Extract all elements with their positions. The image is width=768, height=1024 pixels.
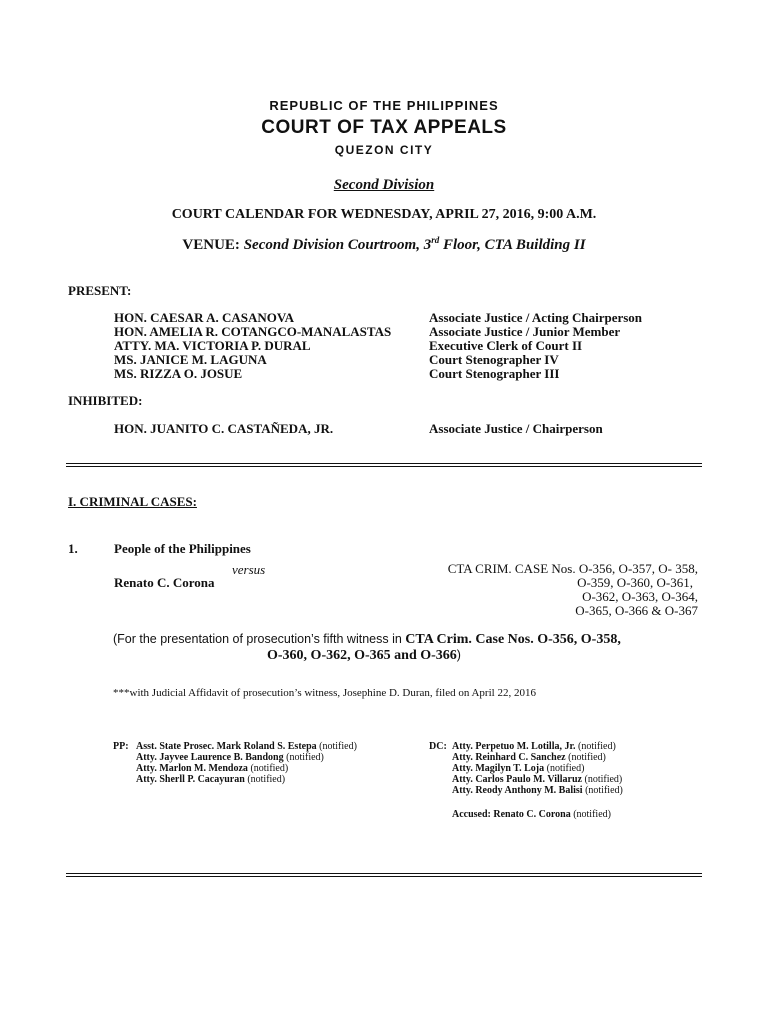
case-note: ***with Judicial Affidavit of prosecution’s witness, Josephine D. Duran, filed on April 22, 2016: [113, 687, 536, 699]
section-title: I. CRIMINAL CASES:: [68, 494, 197, 509]
accused-notice: Accused: Renato C. Corona (notified): [452, 809, 611, 820]
present-name: MS. JANICE M. LAGUNA: [114, 352, 267, 367]
divider-top-1: [66, 463, 702, 464]
pp-counsel: Asst. State Prosec. Mark Roland S. Estepa (notified): [136, 741, 357, 752]
case-accused: Renato C. Corona: [114, 575, 215, 590]
case-purpose-line2: O-360, O-362, O-365 and O-366): [267, 648, 461, 663]
divider-bottom-1: [66, 873, 702, 874]
divider-bottom-2: [66, 876, 702, 877]
present-name: HON. CAESAR A. CASANOVA: [114, 310, 294, 325]
dc-counsel: Atty. Reody Anthony M. Balisi (notified): [452, 785, 623, 796]
case-numbers-line: O-365, O-366 & O-367: [575, 603, 698, 618]
case-plaintiff: People of the Philippines: [114, 541, 251, 556]
city-heading: QUEZON CITY: [334, 143, 434, 157]
venue-text: Second Division Courtroom, 3rd Floor, CTA Building II: [243, 235, 586, 253]
present-role: Court Stenographer IV: [429, 352, 559, 367]
case-number: 1.: [68, 541, 78, 556]
present-name: HON. AMELIA R. COTANGCO-MANALASTAS: [114, 324, 392, 339]
case-numbers-line: CTA CRIM. CASE Nos. O-356, O-357, O- 358,: [447, 561, 698, 576]
case-numbers-line: O-359, O-360, O-361,: [577, 575, 693, 590]
dc-counsel: Atty. Perpetuo M. Lotilla, Jr. (notified): [452, 741, 616, 752]
present-name: ATTY. MA. VICTORIA P. DURAL: [114, 338, 311, 353]
inhibited-name: HON. JUANITO C. CASTAÑEDA, JR.: [114, 421, 334, 436]
present-role: Executive Clerk of Court II: [429, 338, 583, 353]
case-numbers-line: O-362, O-363, O-364,: [582, 589, 698, 604]
pp-label: PP:: [113, 741, 129, 752]
pp-counsel: Atty. Marlon M. Mendoza (notified): [136, 763, 289, 774]
dc-counsel: Atty. Reinhard C. Sanchez (notified): [452, 752, 606, 763]
pp-counsel: Atty. Jayvee Laurence B. Bandong (notified): [136, 752, 324, 763]
present-role: Associate Justice / Acting Chairperson: [429, 310, 643, 325]
present-heading: PRESENT:: [68, 283, 132, 298]
present-name: MS. RIZZA O. JOSUE: [114, 366, 243, 381]
case-versus: versus: [232, 562, 266, 577]
pp-counsel: Atty. Sherll P. Cacayuran (notified): [136, 774, 286, 785]
dc-label: DC:: [429, 741, 447, 752]
venue-line: [0, 235, 768, 254]
republic-heading: REPUBLIC OF THE PHILIPPINES: [269, 98, 499, 113]
present-role: Associate Justice / Junior Member: [429, 324, 621, 339]
inhibited-role: Associate Justice / Chairperson: [429, 421, 603, 436]
dc-counsel: Atty. Magilyn T. Loja (notified): [452, 763, 585, 774]
case-purpose-line1: (For the presentation of prosecution’s fifth witness in CTA Crim. Case Nos. O-356, O-358,: [113, 632, 621, 647]
venue-label: VENUE:: [182, 237, 240, 253]
dc-counsel: Atty. Carlos Paulo M. Villaruz (notified): [452, 774, 623, 785]
present-role: Court Stenographer III: [429, 366, 560, 381]
divider-top-2: [66, 466, 702, 467]
court-title: COURT OF TAX APPEALS: [261, 117, 507, 138]
calendar-heading: COURT CALENDAR FOR WEDNESDAY, APRIL 27, 2016, 9:00 A.M.: [171, 207, 597, 222]
division-heading: Second Division: [333, 177, 435, 193]
inhibited-heading: INHIBITED:: [68, 393, 143, 408]
